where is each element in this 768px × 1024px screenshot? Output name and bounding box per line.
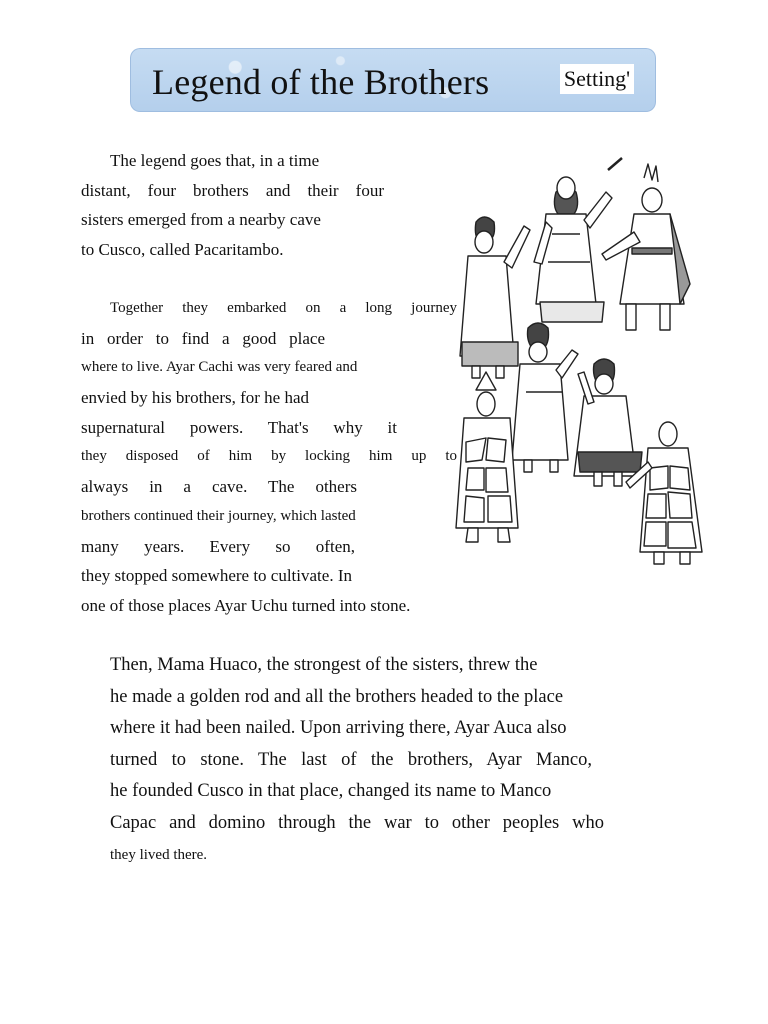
text-line: Together they embarked on a long journey — [110, 300, 457, 316]
text-line: supernatural powers. That's why it — [81, 417, 397, 437]
text-line: Capac and domino through the war to other peoples who — [110, 812, 604, 833]
text-line: they stopped somewhere to cultivate. In — [81, 566, 352, 586]
title-banner — [130, 48, 656, 112]
text-line: envied by his brothers, for he had — [81, 388, 310, 408]
text-line: turned to stone. The last of the brothers, Ayar Manco, — [110, 749, 592, 770]
figure-man-left — [460, 217, 530, 378]
text-line: distant, four brothers and their four — [81, 180, 384, 200]
text-line: they disposed of him by locking him up to — [81, 448, 457, 465]
title-tag: Setting' — [560, 64, 634, 94]
text-line: Then, Mama Huaco, the strongest of the sisters, threw the — [110, 655, 538, 675]
paragraph-3 — [110, 650, 604, 871]
text-line: The legend goes that, in a time — [110, 151, 320, 170]
text-line: sisters emerged from a nearby cave — [81, 210, 321, 229]
paragraph-2 — [81, 294, 457, 621]
figure-man-middle — [512, 323, 578, 472]
figure-stone-right — [626, 422, 702, 564]
text-line: where to live. Ayar Cachi was very feared and — [81, 359, 358, 376]
incas-illustration — [448, 152, 712, 576]
paragraph-1 — [81, 146, 384, 264]
text-line: where it had been nailed. Upon arriving there, Ayar Auca also — [110, 718, 567, 739]
page-title: Legend of the Brothers — [152, 62, 490, 102]
text-line: in order to find a good place — [81, 328, 325, 348]
text-line: many years. Every so often, — [81, 536, 355, 556]
text-line: he made a golden rod and all the brothers headed to the place — [110, 686, 564, 707]
text-line: to Cusco, called Pacaritambo. — [81, 239, 284, 259]
figure-woman-top — [534, 158, 622, 322]
text-line: he founded Cusco in that place, changed its name to Manco — [110, 781, 552, 802]
figure-stone-left — [456, 372, 518, 542]
figure-man-right — [602, 164, 690, 330]
figure-woman-middle — [574, 359, 642, 486]
text-line: they lived there. — [110, 846, 208, 863]
text-line: brothers continued their journey, which lasted — [81, 507, 356, 524]
text-line: always in a cave. The others — [81, 477, 357, 497]
text-line: one of those places Ayar Uchu turned into stone. — [81, 595, 411, 615]
